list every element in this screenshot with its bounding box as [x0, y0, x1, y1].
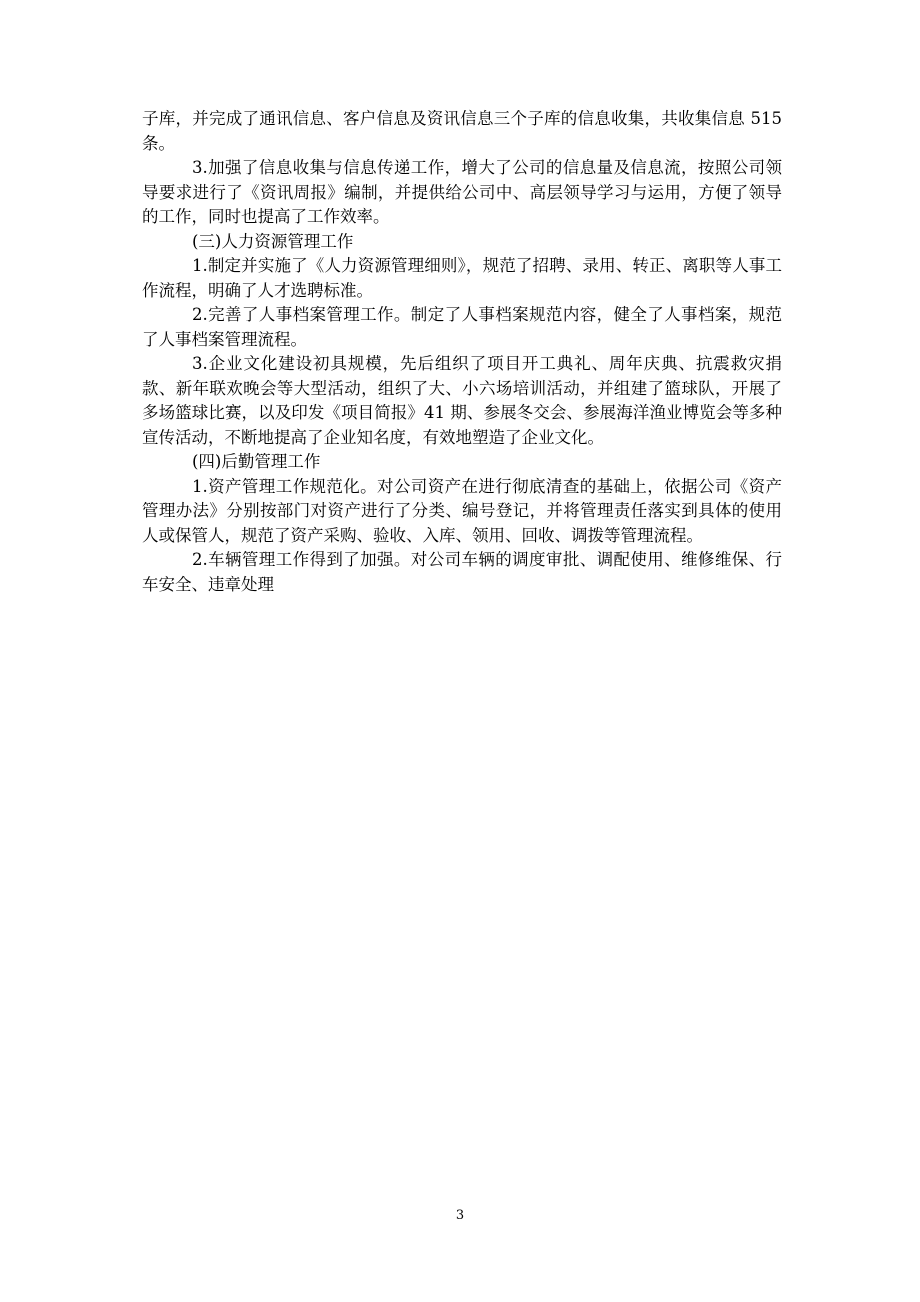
page-number: 3: [455, 1208, 465, 1223]
paragraph-hr-item-3: 3.企业文化建设初具规模，先后组织了项目开工典礼、周年庆典、抗震救灾捐款、新年联欢晚会等大型活动，组织了大、小六场培训活动，并组建了篮球队，开展了多场篮球比赛，以及印发《项目简报》41 期、参展冬交会、参展海洋渔业博览会等多种宣传活动，不断地提高了企业知名度，有效地塑造了企业文化。: [142, 354, 782, 447]
section-heading-hr: (三)人力资源管理工作: [192, 231, 354, 251]
paragraph-hr-item-1: 1.制定并实施了《人力资源管理细则》，规范了招聘、录用、转正、离职等人事工作流程，明确了人才选聘标准。: [142, 256, 782, 300]
document-body: [142, 107, 782, 597]
paragraph-info-item-3: 3.加强了信息收集与信息传递工作，增大了公司的信息量及信息流，按照公司领导要求进行了《资讯周报》编制，并提供给公司中、高层领导学习与运用，方便了领导的工作，同时也提高了工作效率。: [142, 158, 782, 226]
paragraph-hr-item-2: 2.完善了人事档案管理工作。制定了人事档案规范内容，健全了人事档案，规范了人事档案管理流程。: [142, 305, 782, 349]
paragraph-continuation: 子库，并完成了通讯信息、客户信息及资讯信息三个子库的信息收集，共收集信息 515 条。: [142, 109, 782, 153]
paragraph-logistics-item-2: 2.车辆管理工作得到了加强。对公司车辆的调度审批、调配使用、维修维保、行车安全、违章处理: [142, 550, 782, 594]
paragraph-logistics-item-1: 1.资产管理工作规范化。对公司资产在进行彻底清查的基础上，依据公司《资产管理办法》分别按部门对资产进行了分类、编号登记，并将管理责任落实到具体的使用人或保管人，规范了资产采购、验收、入库、领用、回收、调拨等管理流程。: [142, 476, 782, 545]
section-heading-logistics: (四)后勤管理工作: [192, 452, 321, 471]
